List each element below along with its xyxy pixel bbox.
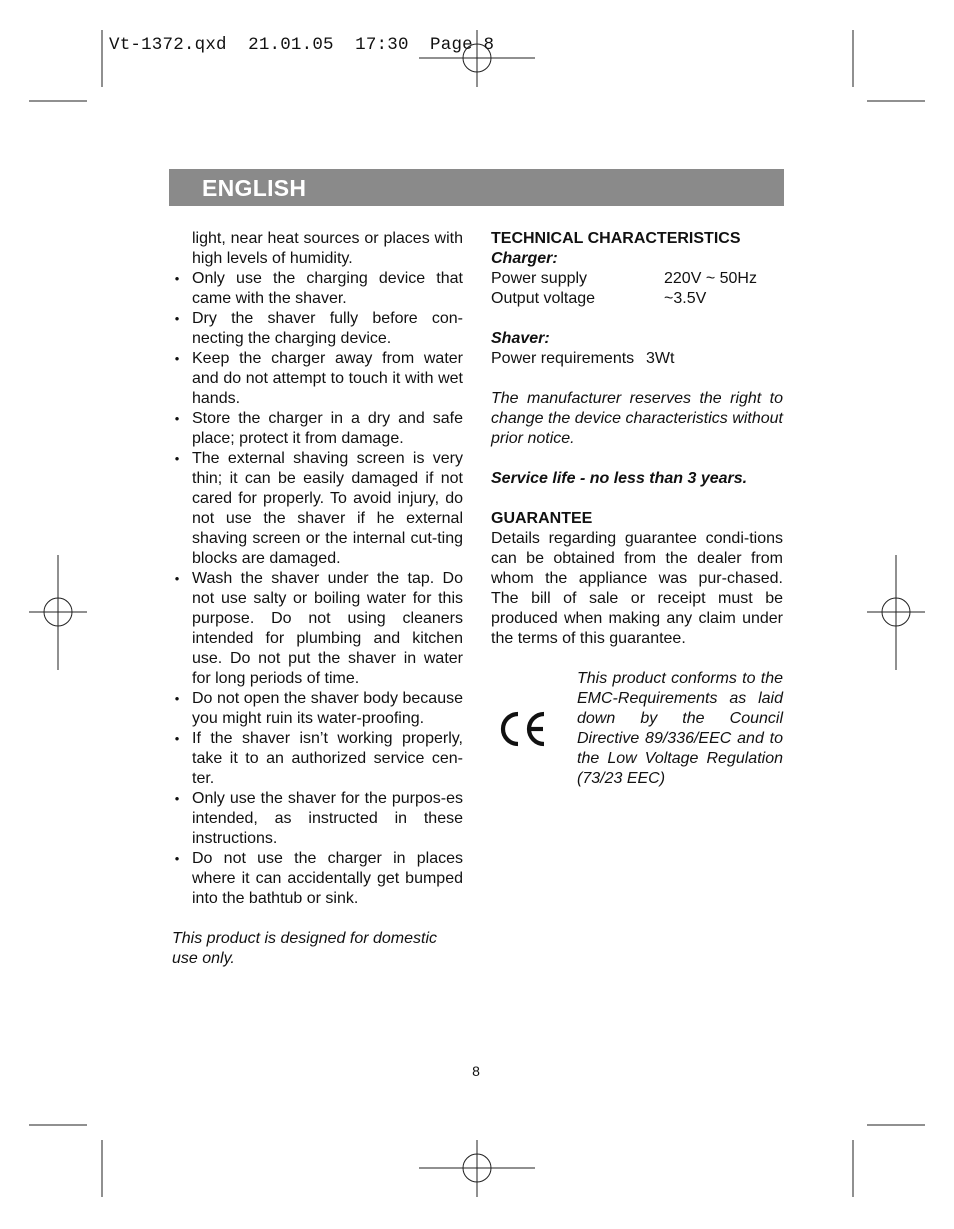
spec-row	[491, 289, 783, 309]
list-item	[172, 409, 463, 449]
list-item	[172, 849, 463, 909]
list-item-text: Wash the shaver under the tap. Do not use salty or boiling water for this purpose. Do not using cleaners intended for plumbing and kitchen use. Do not put the shaver in water for long periods of time.	[192, 570, 463, 687]
bullet-icon: •	[174, 731, 180, 746]
bullet-icon: •	[174, 691, 180, 706]
spec-value: 220V ~ 50Hz	[664, 270, 757, 287]
intro-text: light, near heat sources or places with high levels of humidity.	[192, 230, 463, 267]
charger-heading: Charger:	[491, 250, 558, 267]
shaver-heading: Shaver:	[491, 330, 550, 347]
spec-row	[491, 269, 783, 289]
file-slug: Vt-1372.qxd 21.01.05 17:30 Page 8	[109, 35, 495, 55]
list-item	[172, 689, 463, 729]
list-item	[172, 569, 463, 689]
bullet-icon: •	[174, 791, 180, 806]
safety-list	[172, 269, 463, 909]
spacer	[491, 309, 783, 329]
spacer	[491, 449, 783, 469]
list-item-text: Do not use the charger in places where it can accidentally get bumped into the bathtub or sink.	[192, 850, 463, 907]
spacer	[491, 369, 783, 389]
bullet-icon: •	[174, 411, 180, 426]
spec-label: Power requirements	[491, 350, 635, 367]
spec-value: 3Wt	[646, 350, 675, 367]
list-item	[172, 449, 463, 569]
list-item	[172, 349, 463, 409]
guarantee-text: Details regarding guarantee condi-tions can be obtained from the dealer from whom the appliance was pur-chased. The bill of sale or receipt must be produced when making any claim under the terms of this guarantee.	[491, 530, 783, 647]
tech-characteristics-heading: TECHNICAL CHARACTERISTICS	[491, 230, 741, 247]
spec-label: Output voltage	[491, 290, 596, 307]
list-item-text: Do not open the shaver body because you might ruin its water-proofing.	[192, 690, 463, 727]
spec-value: ~3.5V	[664, 290, 707, 307]
list-item	[172, 309, 463, 349]
page-number: 8	[472, 1063, 480, 1079]
list-item	[172, 789, 463, 849]
list-item-text: The external shaving screen is very thin; it can be easily damaged if not cared for properly. To avoid injury, do not use the shaver if he external shaving screen or the internal cut-ting blocks are damaged.	[192, 450, 463, 567]
section-title: ENGLISH	[202, 175, 307, 201]
list-item-text: Keep the charger away from water and do not attempt to touch it with wet hands.	[192, 350, 463, 407]
left-column	[172, 229, 463, 969]
ce-logo	[497, 709, 549, 749]
bullet-icon: •	[174, 311, 180, 326]
list-item-text: If the shaver isn’t working properly, take it to an authorized service cen-ter.	[192, 730, 463, 787]
bullet-icon: •	[174, 851, 180, 866]
bullet-icon: •	[174, 451, 180, 466]
registration-mark-left	[29, 555, 87, 670]
spec-row	[491, 349, 783, 369]
list-item-text: Dry the shaver fully before con-necting the charging device.	[192, 310, 463, 347]
ce-mark-icon	[491, 669, 577, 789]
list-item-text: Only use the shaver for the purpos-es intended, as instructed in these instructions.	[192, 790, 463, 847]
spacer	[172, 909, 463, 929]
ce-conformity-text: This product conforms to the EMC-Requirements as laid down by the Council Directive 89/336/EEC and to the Low Voltage Regulation (73/23 EEC)	[577, 670, 783, 787]
bullet-icon: •	[174, 271, 180, 286]
bullet-icon: •	[174, 351, 180, 366]
list-item	[172, 729, 463, 789]
section-header-bar	[169, 169, 784, 206]
right-column	[491, 229, 783, 789]
list-item-text: Only use the charging device that came with the shaver.	[192, 270, 463, 307]
bullet-icon: •	[174, 571, 180, 586]
spacer	[491, 489, 783, 509]
ce-conformity-block	[491, 669, 783, 789]
guarantee-heading: GUARANTEE	[491, 510, 593, 527]
spacer	[491, 649, 783, 669]
spec-label: Power supply	[491, 270, 588, 287]
manufacturer-note: The manufacturer reserves the right to change the device characteristics without prior notice.	[491, 390, 783, 447]
service-life-note: Service life - no less than 3 years.	[491, 470, 748, 487]
domestic-use-note: This product is designed for domestic use only.	[172, 930, 438, 967]
list-item	[172, 269, 463, 309]
registration-mark-bottom	[419, 1140, 535, 1197]
registration-mark-right	[867, 555, 925, 670]
list-item-text: Store the charger in a dry and safe place; protect it from damage.	[192, 410, 463, 447]
